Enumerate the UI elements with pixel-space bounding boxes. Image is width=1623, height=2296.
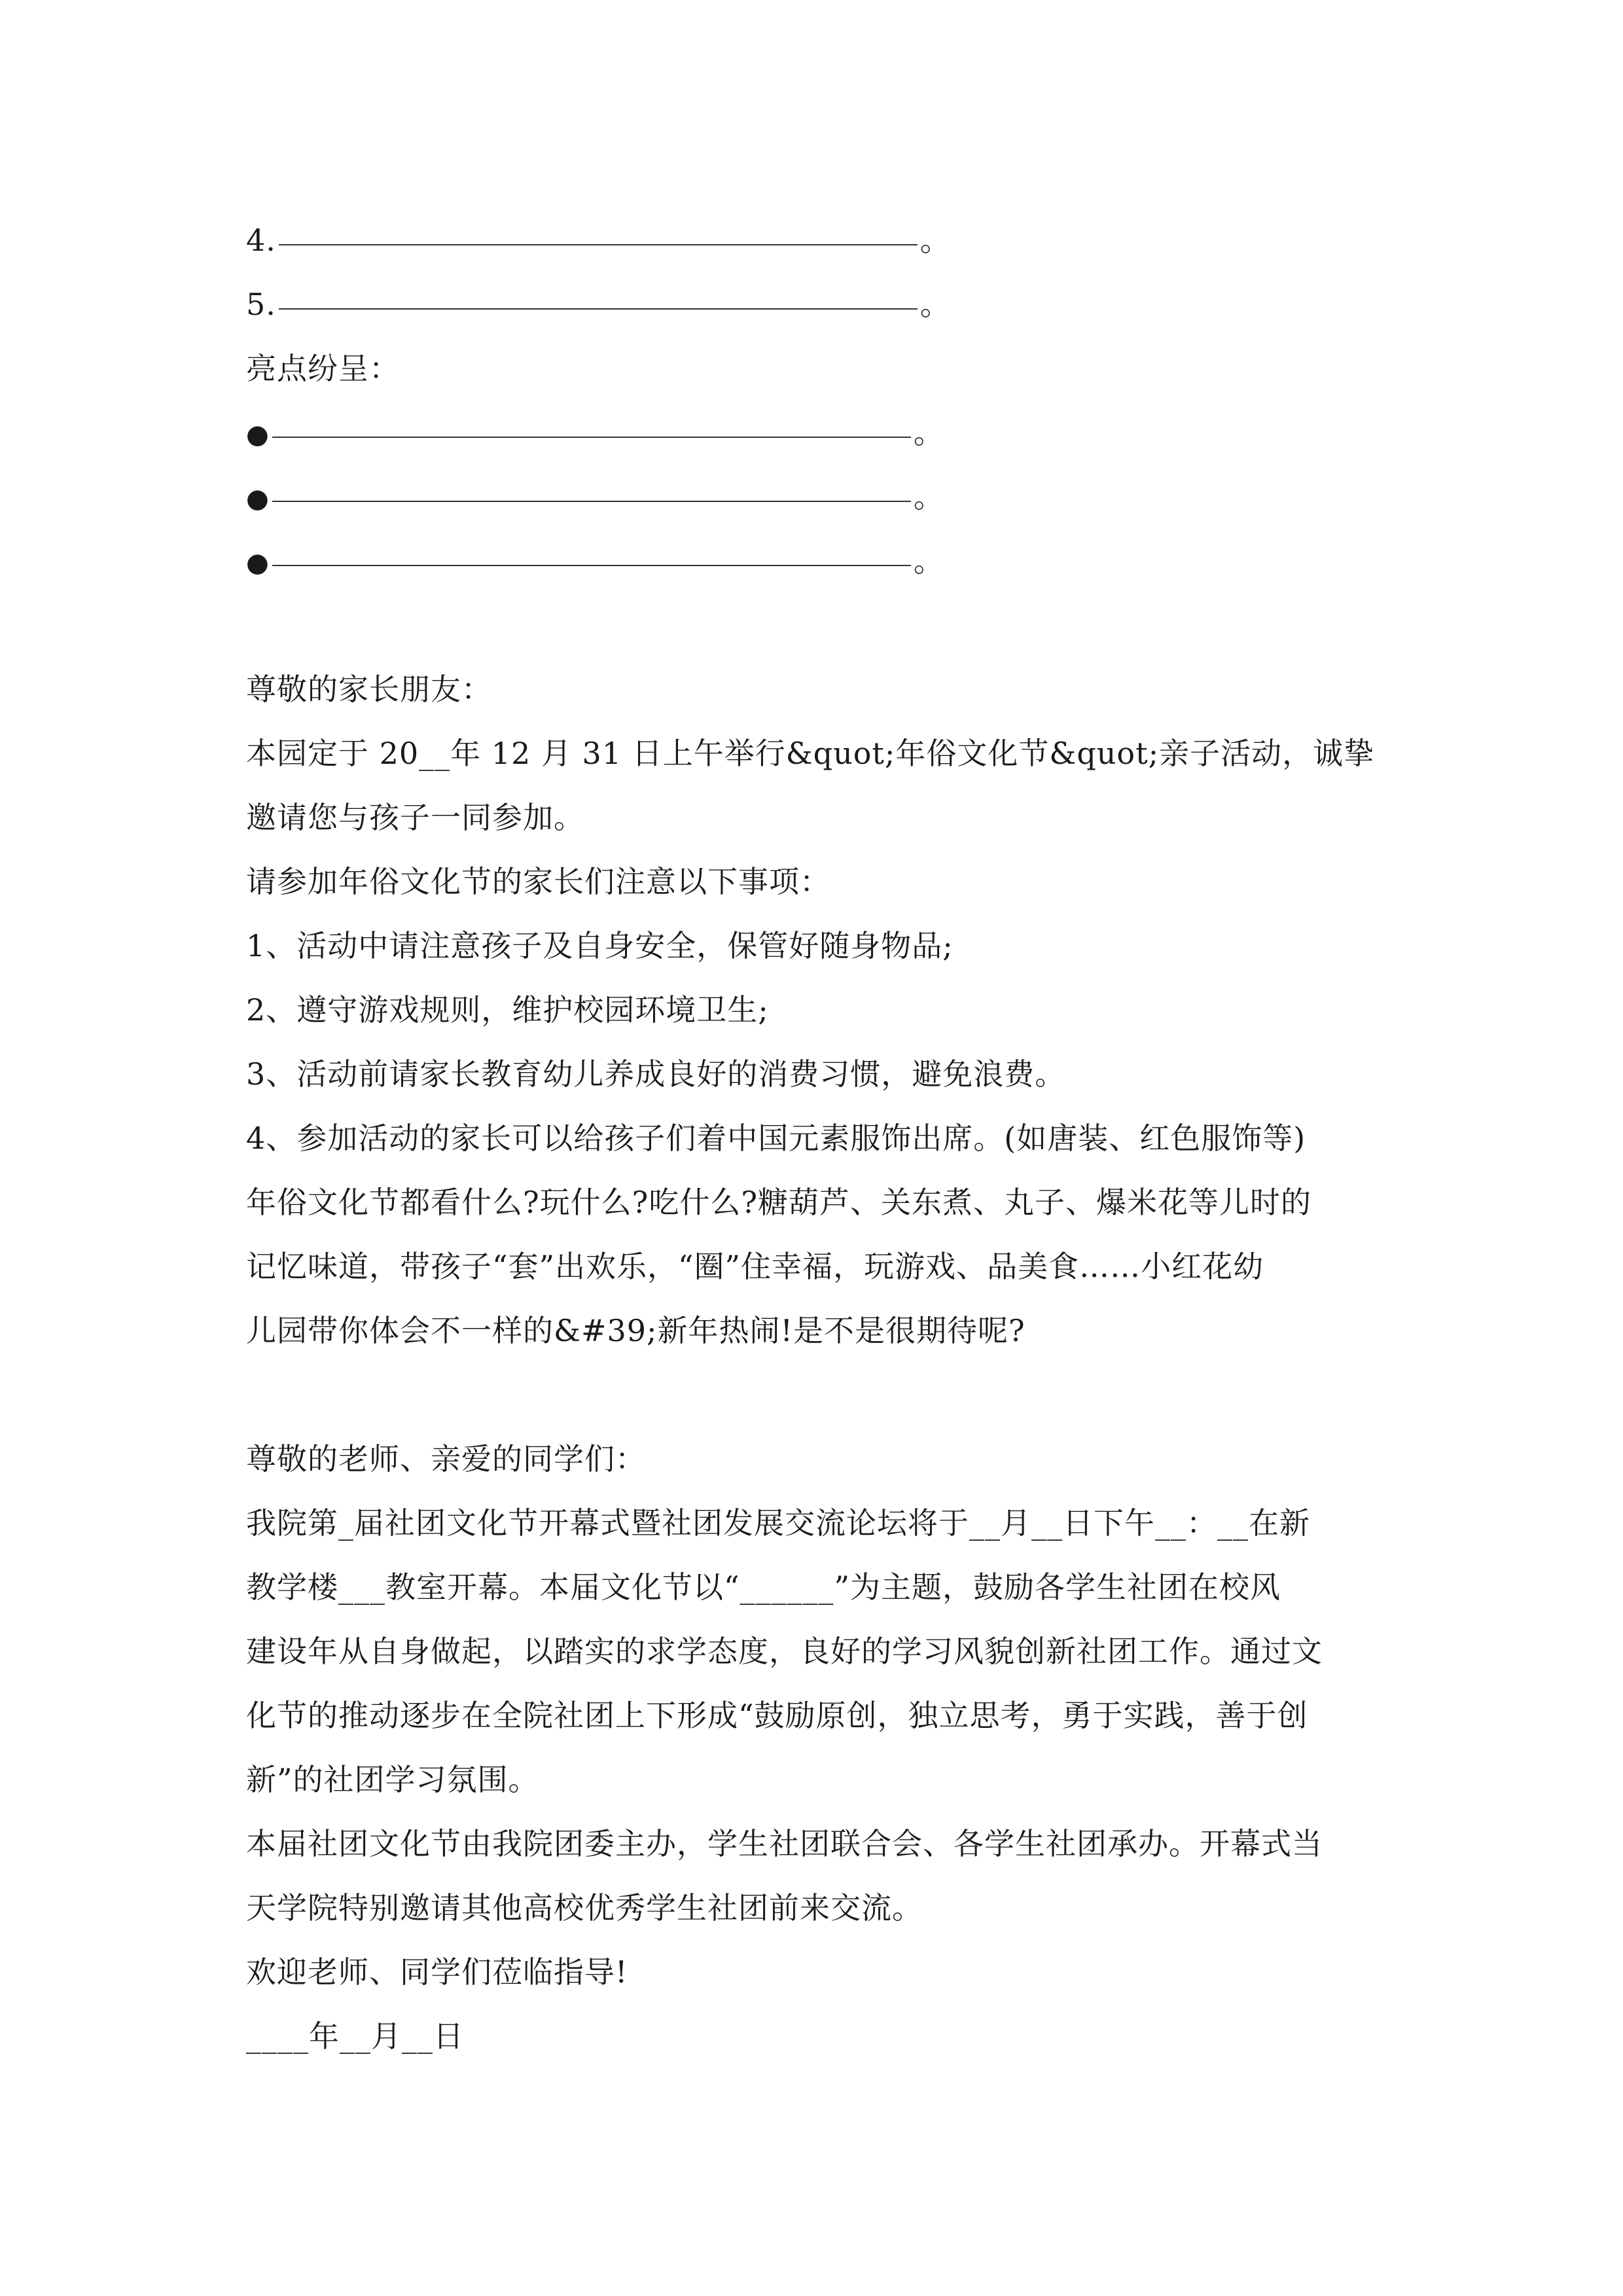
highlight-line-3 [246,529,1378,593]
letter1-greeting: 尊敬的家长朋友： [246,672,492,707]
letter1-paragraph1-line1: 本园定于 20__年 12 月 31 日上午举行&quot;年俗文化节&quot;亲子活动，诚挚 [246,736,1375,771]
period: 。 [913,479,944,514]
letter1-paragraph2-line3: 儿园带你体会不一样的&#39;新年热闹!是不是很期待呢? [246,1313,1026,1348]
letter1-paragraph2-line1: 年俗文化节都看什么?玩什么?吃什么?糖葫芦、关东煮、丸子、爆米花等儿时的 [246,1185,1311,1220]
underline-blank [272,437,911,438]
document-body [246,208,1378,2068]
period: 。 [919,287,951,322]
highlight-line-2 [246,465,1378,529]
fill-in-line-5 [246,272,1378,336]
letter2-paragraph2-line2: 天学院特别邀请其他高校优秀学生社团前来交流。 [246,1890,923,1926]
letter1-item-1: 1、活动中请注意孩子及自身安全，保管好随身物品; [246,928,954,963]
underline-blank [279,308,918,310]
period: 。 [919,223,951,258]
highlights-title: 亮点纷呈： [246,351,400,386]
letter1-item-3: 3、活动前请家长教育幼儿养成良好的消费习惯，避免浪费。 [246,1056,1066,1092]
letter2-paragraph1-line3: 建设年从自身做起，以踏实的求学态度，良好的学习风貌创新社团工作。通过文 [246,1634,1323,1669]
period: 。 [913,415,944,450]
underline-blank [272,501,911,502]
letter2-paragraph1-line2: 教学楼___教室开幕。本届文化节以“______”为主题，鼓励各学生社团在校风 [246,1570,1281,1605]
letter2-paragraph2-line1: 本届社团文化节由我院团委主办，学生社团联合会、各学生社团承办。开幕式当 [246,1826,1323,1861]
bullet-icon: ● [246,484,270,514]
period: 。 [913,543,944,579]
fill-in-line-4 [246,208,1378,272]
spacer [246,1363,1378,1427]
underline-blank [279,244,918,245]
item-number: 5. [246,287,276,322]
letter2-paragraph1-line4: 化节的推动逐步在全院社团上下形成“鼓励原创，独立思考，勇于实践，善于创 [246,1698,1308,1733]
letter1-paragraph2-line2: 记忆味道，带孩子“套”出欢乐，“圈”住幸福，玩游戏、品美食……小红花幼 [246,1249,1264,1284]
letter1-item-2: 2、遵守游戏规则，维护校园环境卫生; [246,992,769,1028]
highlight-line-1 [246,401,1378,465]
letter1-notice-intro: 请参加年俗文化节的家长们注意以下事项： [246,864,830,899]
spacer [246,593,1378,657]
letter1-item-4: 4、参加活动的家长可以给孩子们着中国元素服饰出席。(如唐装、红色服饰等) [246,1121,1306,1156]
letter1-paragraph1-line2: 邀请您与孩子一同参加。 [246,800,584,835]
letter2-paragraph1-line5: 新”的社团学习氛围。 [246,1762,539,1797]
bullet-icon: ● [246,548,270,578]
bullet-icon: ● [246,420,270,450]
letter2-closing: 欢迎老师、同学们莅临指导! [246,1954,628,1990]
letter2-date: ____年__月__日 [246,2018,464,2054]
item-number: 4. [246,223,276,258]
underline-blank [272,565,911,566]
letter2-greeting: 尊敬的老师、亲爱的同学们： [246,1441,646,1477]
letter2-paragraph1-line1: 我院第_届社团文化节开幕式暨社团发展交流论坛将于__月__日下午__：__在新 [246,1505,1310,1541]
